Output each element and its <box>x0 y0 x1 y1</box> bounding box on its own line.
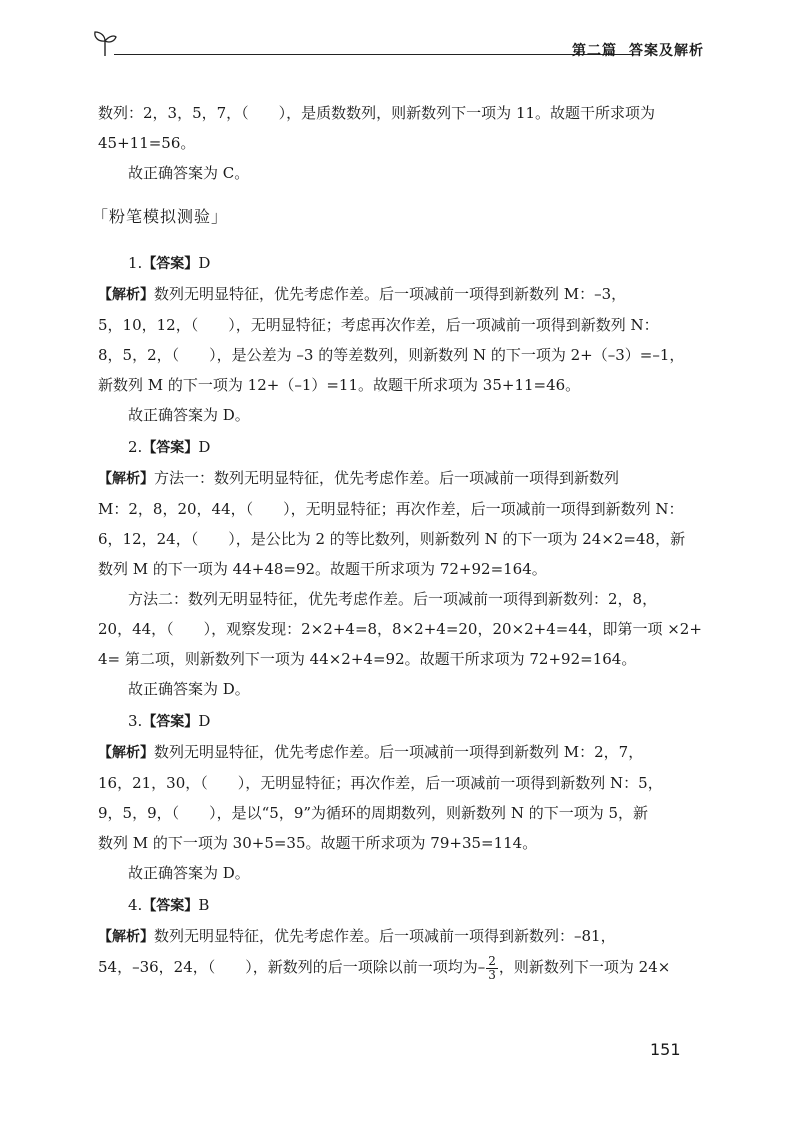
answer-value: D <box>198 712 211 730</box>
analysis-label: 【解析】 <box>98 929 154 945</box>
section-title: 「粉笔模拟测验」 <box>92 207 229 226</box>
question-2 <box>98 432 703 704</box>
question-number: 2. <box>128 438 143 456</box>
analysis-label: 【解析】 <box>98 471 154 487</box>
answer-value: D <box>198 254 211 272</box>
page-content <box>92 98 703 984</box>
page-number: 151 <box>650 1040 681 1059</box>
analysis-line <box>98 952 703 982</box>
answer-line <box>98 890 703 921</box>
fraction <box>486 955 498 982</box>
analysis-label: 【解析】 <box>98 745 154 761</box>
analysis-line <box>98 463 703 494</box>
analysis-line <box>98 737 703 768</box>
fraction-denominator: 3 <box>488 967 496 982</box>
question-number: 4. <box>128 896 143 914</box>
intro-line: 数列：2，3，5，7，（ ），是质数数列，则新数列下一项为 11。故题干所求项为 <box>98 104 656 122</box>
answer-value: B <box>198 896 210 914</box>
answer-label: 【答案】 <box>142 440 199 456</box>
answer-label: 【答案】 <box>142 714 199 730</box>
analysis-text: 方法一：数列无明显特征，优先考虑作差。后一项减前一项得到新数列 <box>154 469 620 487</box>
analysis-line <box>98 279 703 310</box>
method-two-line: 4= 第二项，则新数列下一项为 44×2+4=92。故题干所求项为 72+92=164。 <box>98 650 637 668</box>
question-number: 3. <box>128 712 143 730</box>
analysis-text: ，则新数列下一项为 24× <box>498 958 671 976</box>
question-4 <box>98 890 703 982</box>
analysis-text: 54，–36，24，（ ），新数列的后一项除以前一项均为 <box>98 958 478 976</box>
analysis-line: 9，5，9，（ ），是以“5，9”为循环的周期数列，则新数列 N 的下一项为 5，新 <box>98 804 649 822</box>
answer-label: 【答案】 <box>142 898 199 914</box>
intro-line: 45+11=56。 <box>98 134 196 152</box>
conclusion: 故正确答案为 D。 <box>128 680 250 698</box>
fraction-numerator: 2 <box>488 953 496 968</box>
header-part: 第二篇 <box>572 43 617 59</box>
answer-line <box>98 706 703 737</box>
analysis-line: 8，5，2，（ ），是公差为 –3 的等差数列，则新数列 N 的下一项为 2+（–3）=–1， <box>98 346 685 364</box>
method-two-line: 方法二：数列无明显特征，优先考虑作差。后一项减前一项得到新数列：2，8， <box>128 590 658 608</box>
intro-paragraph <box>98 98 703 188</box>
header-section: 答案及解析 <box>629 43 704 59</box>
analysis-line <box>98 921 703 952</box>
minus-sign: – <box>477 958 486 976</box>
header-title <box>572 40 704 60</box>
analysis-line: 数列 M 的下一项为 44+48=92。故题干所求项为 72+92=164。 <box>98 560 547 578</box>
analysis-text: 数列无明显特征，优先考虑作差。后一项减前一项得到新数列：–81， <box>154 927 616 945</box>
answer-line <box>98 432 703 463</box>
analysis-text: 数列无明显特征，优先考虑作差。后一项减前一项得到新数列 M：–3， <box>154 285 627 303</box>
page-header <box>92 26 704 66</box>
analysis-label: 【解析】 <box>98 287 154 303</box>
analysis-text: 数列无明显特征，优先考虑作差。后一项减前一项得到新数列 M：2，7， <box>154 743 644 761</box>
answer-line <box>98 248 703 279</box>
question-3 <box>98 706 703 888</box>
header-rule <box>114 54 634 55</box>
analysis-line: 数列 M 的下一项为 30+5=35。故题干所求项为 79+35=114。 <box>98 834 538 852</box>
question-number: 1. <box>128 254 143 272</box>
answer-value: D <box>198 438 211 456</box>
analysis-line: 16，21，30，（ ），无明显特征；再次作差，后一项减前一项得到新数列 N：5， <box>98 774 663 792</box>
analysis-line: M：2，8，20，44，（ ），无明显特征；再次作差，后一项减前一项得到新数列 N： <box>98 500 684 518</box>
analysis-line: 新数列 M 的下一项为 12+（–1）=11。故题干所求项为 35+11=46。 <box>98 376 581 394</box>
conclusion: 故正确答案为 D。 <box>128 406 250 424</box>
analysis-line: 5，10，12，（ ），无明显特征；考虑再次作差，后一项减前一项得到新数列 N： <box>98 316 659 334</box>
question-1 <box>98 248 703 430</box>
analysis-line: 6，12，24，（ ），是公比为 2 的等比数列，则新数列 N 的下一项为 24×2=48，新 <box>98 530 686 548</box>
answer-label: 【答案】 <box>142 256 199 272</box>
conclusion: 故正确答案为 D。 <box>128 864 250 882</box>
intro-conclusion: 故正确答案为 C。 <box>128 164 250 182</box>
method-two-line: 20，44，（ ），观察发现：2×2+4=8，8×2+4=20，20×2+4=44，即第一项 ×2+ <box>98 620 702 638</box>
